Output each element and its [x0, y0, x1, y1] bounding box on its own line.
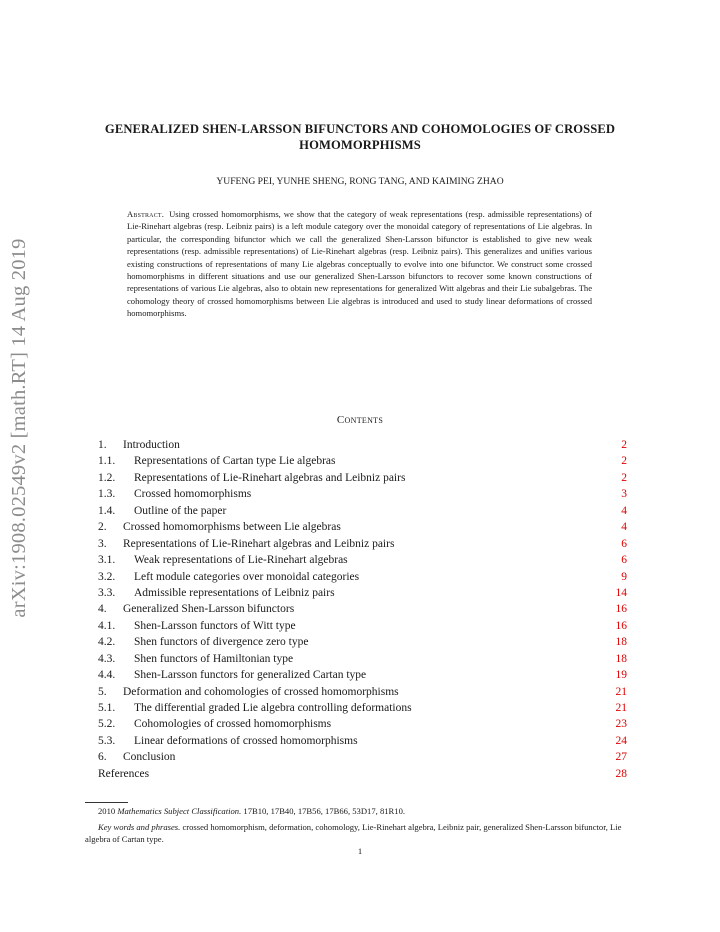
abstract — [127, 208, 592, 320]
footnote-keywords — [85, 821, 640, 845]
toc-entry-number: 4.4. — [98, 669, 116, 682]
toc-entry-page-link[interactable]: 9 — [621, 570, 627, 583]
toc-entry-page-link[interactable]: 24 — [615, 734, 627, 747]
toc-entry-title: Shen functors of Hamiltonian type — [134, 652, 294, 665]
toc-entry-page-link[interactable]: 23 — [615, 718, 627, 731]
toc-entry-title: The differential graded Lie algebra controlling deformations — [134, 702, 412, 714]
toc-entry-title: Weak representations of Lie-Rinehart algebras — [134, 554, 348, 567]
toc-entry[interactable] — [98, 552, 627, 568]
msc-codes: 17B10, 17B40, 17B56, 17B66, 53D17, 81R10. — [243, 806, 406, 816]
toc-entry-title: Shen-Larsson functors for generalized Cartan type — [134, 669, 367, 682]
toc-entry-title: Crossed homomorphisms — [134, 488, 252, 501]
msc-label: Mathematics Subject Classification. — [117, 806, 242, 816]
toc-entry[interactable] — [98, 634, 627, 650]
toc-entry-title: Outline of the paper — [134, 504, 227, 517]
toc-entry-title: Deformation and cohomologies of crossed homomorphisms — [123, 685, 399, 698]
abstract-label: Abstract. — [127, 209, 165, 219]
toc-entry-number: 2. — [98, 521, 107, 534]
toc-entry-page-link[interactable]: 27 — [615, 751, 627, 764]
author-list: YUFENG PEI, YUNHE SHENG, RONG TANG, AND KAIMING ZHAO — [216, 176, 504, 187]
toc-entry-page-link[interactable]: 19 — [615, 669, 627, 682]
toc-entry-page-link[interactable]: 21 — [615, 685, 627, 698]
toc-entry[interactable] — [98, 601, 627, 617]
toc-entry-number: 4.1. — [98, 619, 116, 632]
toc-entry-page-link[interactable]: 21 — [615, 702, 627, 714]
toc-entry-number: 5.3. — [98, 734, 116, 747]
toc-entry-page-link[interactable]: 2 — [621, 471, 627, 484]
paper-title: GENERALIZED SHEN-LARSSON BIFUNCTORS AND COHOMOLOGIES OF CROSSED HOMOMORPHISMS — [104, 122, 616, 152]
toc-entry-title: Cohomologies of crossed homomorphisms — [134, 718, 332, 731]
arxiv-identifier-stamp: arXiv:1908.02549v2 [math.RT] 14 Aug 2019 — [8, 238, 30, 618]
toc-entry-number: 6. — [98, 751, 107, 764]
toc-entry-title: Representations of Lie-Rinehart algebras and Leibniz pairs — [123, 537, 395, 550]
toc-entry-number: 1.3. — [98, 488, 116, 501]
toc-entry-page-link[interactable]: 2 — [621, 439, 627, 451]
toc-entry-number: 3.2. — [98, 570, 116, 583]
toc-entry-number: 4.3. — [98, 652, 116, 665]
toc-entry-number: 3.1. — [98, 554, 116, 567]
toc-entry-title: Linear deformations of crossed homomorphisms — [134, 734, 358, 747]
toc-entry-title: Conclusion — [123, 751, 176, 764]
footnote-divider — [85, 802, 128, 803]
toc-entry[interactable] — [98, 766, 627, 782]
toc-entry-title: Shen-Larsson functors of Witt type — [134, 619, 296, 632]
toc-entry-title: Admissible representations of Leibniz pairs — [134, 586, 335, 599]
toc-entry[interactable] — [98, 749, 627, 765]
toc-entry[interactable] — [98, 651, 627, 667]
toc-entry-page-link[interactable]: 4 — [621, 504, 627, 517]
contents-heading: Contents — [336, 414, 384, 426]
toc-entry-page-link[interactable]: 28 — [615, 767, 627, 780]
table-of-contents — [98, 437, 627, 782]
toc-entry[interactable] — [98, 486, 627, 502]
toc-entry-title: Generalized Shen-Larsson bifunctors — [123, 603, 295, 616]
toc-entry-page-link[interactable]: 6 — [621, 537, 627, 550]
keywords-text: crossed homomorphism, deformation, cohomology, Lie-Rinehart algebra, Leibniz pair, generalized Shen-Larsson bifunctor, Lie algebra of Cartan type. — [85, 822, 622, 844]
toc-entry-number: 1.1. — [98, 455, 116, 468]
toc-entry[interactable] — [98, 503, 627, 519]
toc-entry-number: 1.4. — [98, 504, 116, 517]
toc-entry-number: 5.1. — [98, 702, 116, 714]
toc-entry-number: 3. — [98, 537, 107, 550]
toc-entry[interactable] — [98, 437, 627, 453]
toc-entry-page-link[interactable]: 16 — [615, 603, 627, 616]
toc-entry-page-link[interactable]: 18 — [615, 636, 627, 649]
toc-entry-page-link[interactable]: 2 — [621, 455, 627, 468]
toc-entry-number: 1.2. — [98, 471, 116, 484]
abstract-text: Using crossed homomorphisms, we show that the category of weak representations (resp. admissible representations) of Lie-Rinehart algebras (resp. Leibniz pairs) is a left module category over the monoidal category of representations of Lie algebras. In particular, the corresponding bifunctor which we call the generalized Shen-Larsson bifunctor is established to give new weak representations (resp. admissible representations) of Lie-Rinehart algebras (resp. Leibniz pairs). This generalizes and unifies various existing constructions of representations of many Lie algebras conceptually to evolve into one bifunctor. We construct some crossed homomorphisms in different situations and use our generalized Shen-Larsson bifunctors to recover some known constructions of representations of various Lie algebras, also to obtain new representations for generalized Witt algebras and their Lie subalgebras. The cohomology theory of crossed homomorphisms between Lie algebras is introduced and used to study linear deformations of crossed homomorphisms. — [127, 209, 592, 319]
toc-entry-number: 3.3. — [98, 586, 116, 599]
toc-entry[interactable] — [98, 716, 627, 732]
toc-entry-page-link[interactable]: 4 — [621, 521, 627, 534]
toc-entry[interactable] — [98, 684, 627, 700]
toc-entry-page-link[interactable]: 14 — [615, 586, 627, 599]
toc-entry-title: Representations of Lie-Rinehart algebras and Leibniz pairs — [134, 471, 406, 484]
toc-entry[interactable] — [98, 470, 627, 486]
toc-entry-title: Introduction — [123, 439, 180, 451]
toc-entry-title: Shen functors of divergence zero type — [134, 636, 309, 649]
toc-entry[interactable] — [98, 453, 627, 469]
toc-entry-number: 4.2. — [98, 636, 116, 649]
toc-entry-number: 4. — [98, 603, 107, 616]
toc-entry-title: References — [98, 767, 150, 780]
toc-entry[interactable] — [98, 569, 627, 585]
toc-entry-title: Crossed homomorphisms between Lie algebras — [123, 521, 341, 534]
footnote-msc — [85, 805, 640, 817]
keywords-label: Key words and phrases. — [98, 822, 181, 832]
toc-entry-number: 5. — [98, 685, 107, 698]
toc-entry-number: 5.2. — [98, 718, 116, 731]
toc-entry-title: Left module categories over monoidal categories — [134, 570, 360, 583]
toc-entry[interactable] — [98, 618, 627, 634]
toc-entry-page-link[interactable]: 3 — [621, 488, 627, 501]
toc-entry[interactable] — [98, 585, 627, 601]
toc-entry[interactable] — [98, 519, 627, 535]
toc-entry[interactable] — [98, 733, 627, 749]
toc-entry[interactable] — [98, 536, 627, 552]
toc-entry-title: Representations of Cartan type Lie algebras — [134, 455, 336, 468]
toc-entry[interactable] — [98, 667, 627, 683]
toc-entry-page-link[interactable]: 18 — [615, 652, 627, 665]
toc-entry-page-link[interactable]: 6 — [621, 554, 627, 567]
toc-entry[interactable] — [98, 700, 627, 716]
page-number: 1 — [357, 846, 363, 856]
toc-entry-page-link[interactable]: 16 — [615, 619, 627, 632]
msc-year: 2010 — [98, 806, 116, 816]
toc-entry-number: 1. — [98, 439, 107, 451]
